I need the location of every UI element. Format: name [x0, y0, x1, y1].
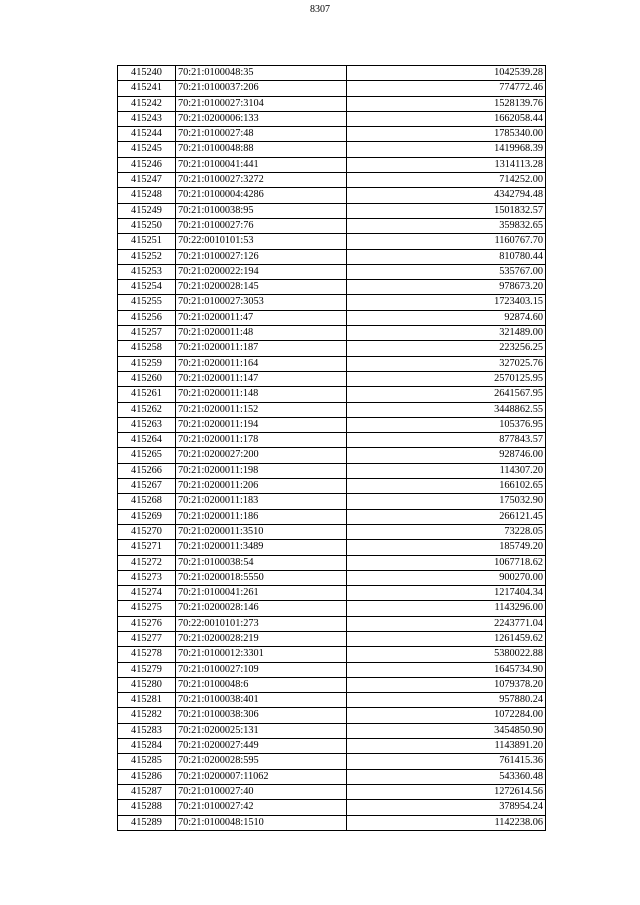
- cadastral-number-cell: 70:22:0010101:273: [176, 616, 347, 631]
- cadastral-number-cell: 70:21:0100027:42: [176, 800, 347, 815]
- table-row: [118, 509, 546, 524]
- cadastral-value-cell: 1662058.44: [347, 111, 546, 126]
- cadastral-value-cell: 2243771.04: [347, 616, 546, 631]
- row-number-cell: 415267: [118, 479, 176, 494]
- row-number-cell: 415271: [118, 540, 176, 555]
- cadastral-value-cell: 185749.20: [347, 540, 546, 555]
- cadastral-value-cell: 359832.65: [347, 218, 546, 233]
- cadastral-value-cell: 92874.60: [347, 310, 546, 325]
- cadastral-value-cell: 1261459.62: [347, 631, 546, 646]
- cadastral-value-cell: 1645734.90: [347, 662, 546, 677]
- cadastral-value-cell: 266121.45: [347, 509, 546, 524]
- cadastral-value-cell: 1272614.56: [347, 784, 546, 799]
- table-row: [118, 784, 546, 799]
- row-number-cell: 415261: [118, 387, 176, 402]
- table-row: [118, 417, 546, 432]
- cadastral-number-cell: 70:21:0200011:148: [176, 387, 347, 402]
- cadastral-number-cell: 70:21:0200011:3489: [176, 540, 347, 555]
- table-row: [118, 448, 546, 463]
- table-row: [118, 601, 546, 616]
- cadastral-number-cell: 70:21:0100041:261: [176, 586, 347, 601]
- table-row: [118, 479, 546, 494]
- table-row: [118, 188, 546, 203]
- cadastral-number-cell: 70:21:0200025:131: [176, 723, 347, 738]
- row-number-cell: 415259: [118, 356, 176, 371]
- cadastral-number-cell: 70:21:0100012:3301: [176, 647, 347, 662]
- cadastral-number-cell: 70:21:0100037:206: [176, 81, 347, 96]
- cadastral-number-cell: 70:21:0100027:48: [176, 127, 347, 142]
- cadastral-number-cell: 70:21:0100027:3272: [176, 173, 347, 188]
- cadastral-number-cell: 70:21:0200027:449: [176, 739, 347, 754]
- row-number-cell: 415260: [118, 371, 176, 386]
- cadastral-value-cell: 1072284.00: [347, 708, 546, 723]
- cadastral-value-cell: 1501832.57: [347, 203, 546, 218]
- table-row: [118, 173, 546, 188]
- cadastral-number-cell: 70:21:0100048:1510: [176, 815, 347, 830]
- cadastral-number-cell: 70:21:0100027:126: [176, 249, 347, 264]
- cadastral-number-cell: 70:21:0200011:194: [176, 417, 347, 432]
- table-row: [118, 631, 546, 646]
- table-row: [118, 157, 546, 172]
- table-row: [118, 203, 546, 218]
- table-row: [118, 800, 546, 815]
- cadastral-number-cell: 70:21:0200011:147: [176, 371, 347, 386]
- cadastral-value-cell: 978673.20: [347, 280, 546, 295]
- cadastral-number-cell: 70:21:0200028:146: [176, 601, 347, 616]
- table-row: [118, 723, 546, 738]
- cadastral-number-cell: 70:21:0100004:4286: [176, 188, 347, 203]
- table-row: [118, 677, 546, 692]
- cadastral-value-cell: 73228.05: [347, 524, 546, 539]
- cadastral-value-cell: 327025.76: [347, 356, 546, 371]
- table-row: [118, 555, 546, 570]
- table-row: [118, 708, 546, 723]
- table-row: [118, 647, 546, 662]
- row-number-cell: 415246: [118, 157, 176, 172]
- row-number-cell: 415241: [118, 81, 176, 96]
- row-number-cell: 415256: [118, 310, 176, 325]
- row-number-cell: 415280: [118, 677, 176, 692]
- cadastral-number-cell: 70:21:0200011:164: [176, 356, 347, 371]
- cadastral-value-cell: 3454850.90: [347, 723, 546, 738]
- cadastral-number-cell: 70:21:0100027:40: [176, 784, 347, 799]
- row-number-cell: 415282: [118, 708, 176, 723]
- table-row: [118, 540, 546, 555]
- cadastral-number-cell: 70:21:0200011:48: [176, 326, 347, 341]
- cadastral-number-cell: 70:21:0100038:54: [176, 555, 347, 570]
- table-body: [118, 66, 546, 831]
- row-number-cell: 415274: [118, 586, 176, 601]
- row-number-cell: 415243: [118, 111, 176, 126]
- row-number-cell: 415285: [118, 754, 176, 769]
- cadastral-number-cell: 70:22:0010101:53: [176, 234, 347, 249]
- table-row: [118, 127, 546, 142]
- row-number-cell: 415284: [118, 739, 176, 754]
- row-number-cell: 415249: [118, 203, 176, 218]
- row-number-cell: 415269: [118, 509, 176, 524]
- cadastral-value-cell: 1528139.76: [347, 96, 546, 111]
- cadastral-number-cell: 70:21:0200018:5550: [176, 570, 347, 585]
- cadastral-value-cell: 714252.00: [347, 173, 546, 188]
- cadastral-number-cell: 70:21:0200011:186: [176, 509, 347, 524]
- cadastral-value-cell: 1067718.62: [347, 555, 546, 570]
- cadastral-value-cell: 223256.25: [347, 341, 546, 356]
- cadastral-number-cell: 70:21:0200011:178: [176, 433, 347, 448]
- cadastral-number-cell: 70:21:0200011:206: [176, 479, 347, 494]
- cadastral-value-cell: 166102.65: [347, 479, 546, 494]
- table-row: [118, 769, 546, 784]
- row-number-cell: 415268: [118, 494, 176, 509]
- row-number-cell: 415287: [118, 784, 176, 799]
- cadastral-value-cell: 1042539.28: [347, 66, 546, 81]
- table-row: [118, 341, 546, 356]
- cadastral-number-cell: 70:21:0200011:152: [176, 402, 347, 417]
- cadastral-number-cell: 70:21:0200022:194: [176, 264, 347, 279]
- table-row: [118, 433, 546, 448]
- cadastral-value-cell: 957880.24: [347, 693, 546, 708]
- cadastral-value-cell: 1143296.00: [347, 601, 546, 616]
- cadastral-number-cell: 70:21:0200011:47: [176, 310, 347, 325]
- cadastral-value-cell: 1142238.06: [347, 815, 546, 830]
- row-number-cell: 415278: [118, 647, 176, 662]
- table-row: [118, 142, 546, 157]
- cadastral-number-cell: 70:21:0200028:595: [176, 754, 347, 769]
- cadastral-value-cell: 4342794.48: [347, 188, 546, 203]
- table-row: [118, 754, 546, 769]
- table-row: [118, 81, 546, 96]
- cadastral-value-cell: 3448862.55: [347, 402, 546, 417]
- cadastral-value-cell: 1217404.34: [347, 586, 546, 601]
- cadastral-number-cell: 70:21:0200028:145: [176, 280, 347, 295]
- row-number-cell: 415275: [118, 601, 176, 616]
- cadastral-value-cell: 321489.00: [347, 326, 546, 341]
- row-number-cell: 415247: [118, 173, 176, 188]
- row-number-cell: 415255: [118, 295, 176, 310]
- row-number-cell: 415277: [118, 631, 176, 646]
- row-number-cell: 415276: [118, 616, 176, 631]
- row-number-cell: 415281: [118, 693, 176, 708]
- row-number-cell: 415242: [118, 96, 176, 111]
- cadastral-value-cell: 114307.20: [347, 463, 546, 478]
- row-number-cell: 415258: [118, 341, 176, 356]
- cadastral-value-cell: 1419968.39: [347, 142, 546, 157]
- row-number-cell: 415283: [118, 723, 176, 738]
- row-number-cell: 415279: [118, 662, 176, 677]
- cadastral-number-cell: 70:21:0100048:35: [176, 66, 347, 81]
- row-number-cell: 415251: [118, 234, 176, 249]
- cadastral-number-cell: 70:21:0200011:183: [176, 494, 347, 509]
- table-row: [118, 326, 546, 341]
- row-number-cell: 415289: [118, 815, 176, 830]
- cadastral-number-cell: 70:21:0200011:198: [176, 463, 347, 478]
- row-number-cell: 415253: [118, 264, 176, 279]
- cadastral-number-cell: 70:21:0200011:187: [176, 341, 347, 356]
- cadastral-value-cell: 761415.36: [347, 754, 546, 769]
- cadastral-value-cell: 175032.90: [347, 494, 546, 509]
- table-row: [118, 295, 546, 310]
- table-row: [118, 387, 546, 402]
- table-row: [118, 586, 546, 601]
- table-row: [118, 616, 546, 631]
- cadastral-value-cell: 535767.00: [347, 264, 546, 279]
- row-number-cell: 415248: [118, 188, 176, 203]
- table-row: [118, 280, 546, 295]
- cadastral-number-cell: 70:21:0200028:219: [176, 631, 347, 646]
- cadastral-value-cell: 1079378.20: [347, 677, 546, 692]
- cadastral-value-cell: 810780.44: [347, 249, 546, 264]
- cadastral-value-cell: 1314113.28: [347, 157, 546, 172]
- table-row: [118, 310, 546, 325]
- row-number-cell: 415257: [118, 326, 176, 341]
- table-row: [118, 524, 546, 539]
- table-row: [118, 218, 546, 233]
- cadastral-value-cell: 1160767.70: [347, 234, 546, 249]
- cadastral-number-cell: 70:21:0100048:6: [176, 677, 347, 692]
- cadastral-value-cell: 1785340.00: [347, 127, 546, 142]
- row-number-cell: 415286: [118, 769, 176, 784]
- cadastral-value-cell: 2570125.95: [347, 371, 546, 386]
- cadastral-value-cell: 928746.00: [347, 448, 546, 463]
- cadastral-value-cell: 2641567.95: [347, 387, 546, 402]
- row-number-cell: 415265: [118, 448, 176, 463]
- table-row: [118, 356, 546, 371]
- row-number-cell: 415250: [118, 218, 176, 233]
- cadastral-number-cell: 70:21:0100027:76: [176, 218, 347, 233]
- row-number-cell: 415262: [118, 402, 176, 417]
- row-number-cell: 415252: [118, 249, 176, 264]
- cadastral-number-cell: 70:21:0200007:11062: [176, 769, 347, 784]
- cadastral-value-cell: 1723403.15: [347, 295, 546, 310]
- table-row: [118, 234, 546, 249]
- table-row: [118, 96, 546, 111]
- row-number-cell: 415240: [118, 66, 176, 81]
- cadastral-number-cell: 70:21:0200011:3510: [176, 524, 347, 539]
- table-row: [118, 264, 546, 279]
- row-number-cell: 415272: [118, 555, 176, 570]
- row-number-cell: 415264: [118, 433, 176, 448]
- table-row: [118, 815, 546, 830]
- table-row: [118, 463, 546, 478]
- row-number-cell: 415288: [118, 800, 176, 815]
- cadastral-value-cell: 105376.95: [347, 417, 546, 432]
- cadastral-value-cell: 543360.48: [347, 769, 546, 784]
- cadastral-value-table: [117, 65, 546, 831]
- cadastral-value-cell: 378954.24: [347, 800, 546, 815]
- cadastral-value-cell: 1143891.20: [347, 739, 546, 754]
- table-row: [118, 371, 546, 386]
- table-row: [118, 111, 546, 126]
- row-number-cell: 415270: [118, 524, 176, 539]
- cadastral-number-cell: 70:21:0100027:3053: [176, 295, 347, 310]
- table-row: [118, 66, 546, 81]
- table-row: [118, 249, 546, 264]
- cadastral-number-cell: 70:21:0100038:306: [176, 708, 347, 723]
- cadastral-value-cell: 774772.46: [347, 81, 546, 96]
- page-number: 8307: [310, 4, 330, 15]
- table-row: [118, 739, 546, 754]
- cadastral-value-cell: 5380022.88: [347, 647, 546, 662]
- table-row: [118, 570, 546, 585]
- table-row: [118, 494, 546, 509]
- cadastral-number-cell: 70:21:0100027:3104: [176, 96, 347, 111]
- row-number-cell: 415245: [118, 142, 176, 157]
- cadastral-number-cell: 70:21:0200006:133: [176, 111, 347, 126]
- cadastral-number-cell: 70:21:0100048:88: [176, 142, 347, 157]
- cadastral-number-cell: 70:21:0100041:441: [176, 157, 347, 172]
- row-number-cell: 415244: [118, 127, 176, 142]
- cadastral-value-cell: 877843.57: [347, 433, 546, 448]
- cadastral-number-cell: 70:21:0200027:200: [176, 448, 347, 463]
- cadastral-number-cell: 70:21:0100038:401: [176, 693, 347, 708]
- cadastral-value-cell: 900270.00: [347, 570, 546, 585]
- table-row: [118, 693, 546, 708]
- cadastral-number-cell: 70:21:0100038:95: [176, 203, 347, 218]
- cadastral-number-cell: 70:21:0100027:109: [176, 662, 347, 677]
- table-row: [118, 662, 546, 677]
- row-number-cell: 415266: [118, 463, 176, 478]
- row-number-cell: 415263: [118, 417, 176, 432]
- row-number-cell: 415273: [118, 570, 176, 585]
- row-number-cell: 415254: [118, 280, 176, 295]
- table-row: [118, 402, 546, 417]
